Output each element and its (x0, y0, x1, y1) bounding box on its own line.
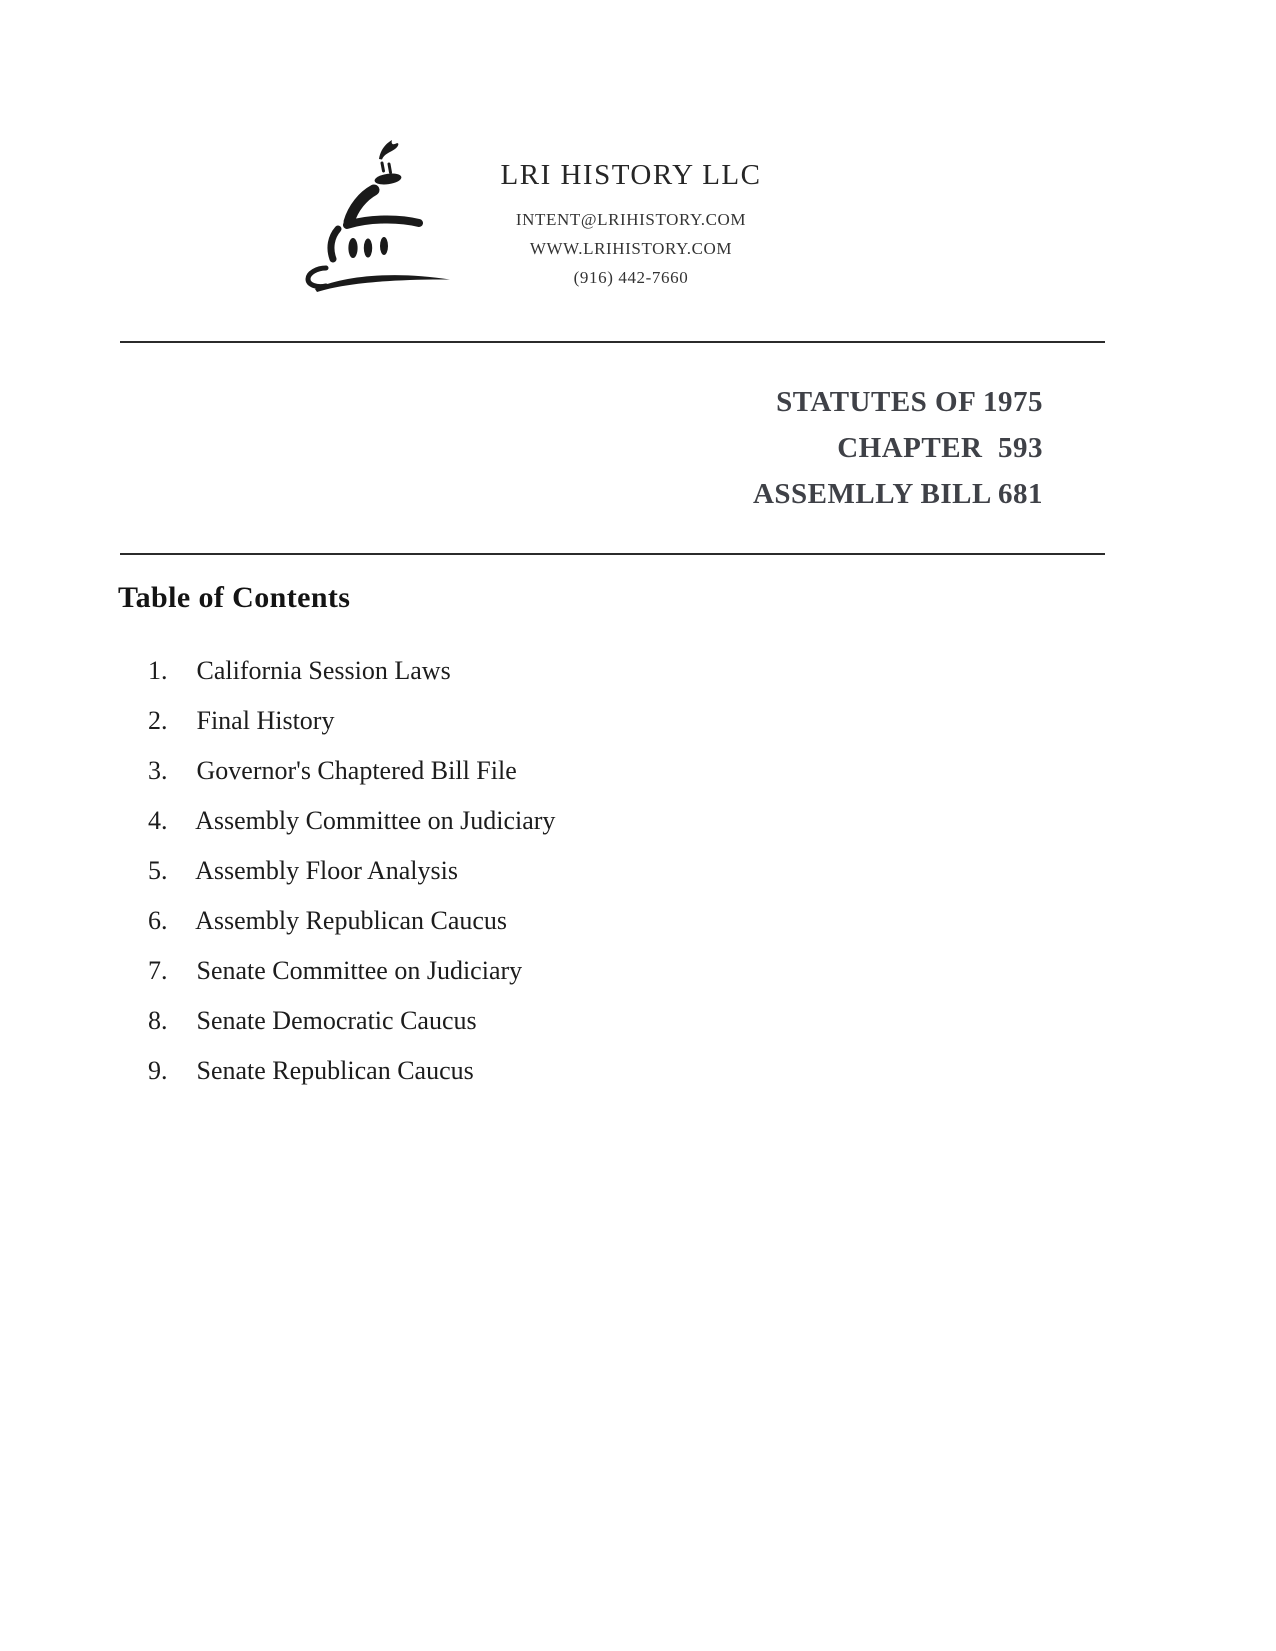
toc-item-number: 1. (148, 656, 168, 685)
toc-title: Table of Contents (118, 581, 351, 614)
toc-item-label: Governor's Chaptered Bill File (196, 756, 517, 785)
toc-item-number: 3. (148, 756, 168, 785)
toc-item-number: 6. (148, 906, 168, 935)
toc-item-number: 5. (148, 856, 168, 885)
company-website: WWW.LRIHISTORY.COM (529, 239, 733, 258)
company-info (455, 158, 807, 292)
statutes-year-line: STATUTES OF 1975 (776, 386, 1043, 418)
toc-item (148, 996, 555, 1046)
case-heading (753, 379, 1043, 517)
toc-item-label: California Session Laws (196, 656, 451, 685)
toc-item-number: 7. (148, 956, 168, 985)
toc-item (148, 896, 555, 946)
chapter-number-line: CHAPTER 593 (837, 432, 1043, 464)
toc-list (148, 646, 555, 1096)
company-email: INTENT@LRIHISTORY.COM (515, 210, 747, 229)
toc-item (148, 646, 555, 696)
toc-item-label: Assembly Committee on Judiciary (195, 806, 556, 835)
company-name: LRI HISTORY LLC (500, 159, 762, 191)
toc-item-number: 2. (148, 706, 168, 735)
toc-item-label: Senate Committee on Judiciary (196, 956, 523, 985)
toc-item-label: Assembly Republican Caucus (195, 906, 508, 935)
toc-item-number: 9. (148, 1056, 168, 1085)
capitol-dome-logo-icon (293, 126, 455, 296)
toc-item-label: Senate Republican Caucus (196, 1056, 474, 1085)
toc-item (148, 746, 555, 796)
toc-item (148, 846, 555, 896)
toc-item-label: Assembly Floor Analysis (195, 856, 458, 885)
toc-item (148, 696, 555, 746)
horizontal-rule-bottom (120, 553, 1105, 555)
toc-item-number: 8. (148, 1006, 168, 1035)
toc-item (148, 1046, 555, 1096)
toc-item-label: Final History (196, 706, 335, 735)
assembly-bill-line: ASSEMLLY BILL 681 (752, 478, 1043, 510)
toc-item (148, 946, 555, 996)
toc-item-label: Senate Democratic Caucus (196, 1006, 477, 1035)
toc-item-number: 4. (148, 806, 168, 835)
horizontal-rule-top (120, 341, 1105, 343)
toc-item (148, 796, 555, 846)
company-phone: (916) 442-7660 (573, 268, 689, 287)
